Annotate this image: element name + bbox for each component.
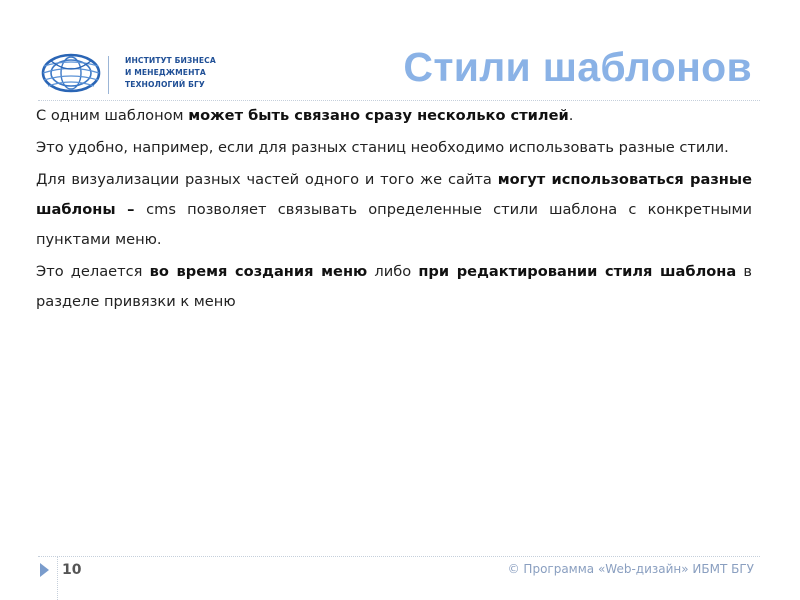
text-run: Для визуализации разных частей одного и того же сайта [36,171,498,188]
copyright-text: © Программа «Web-дизайн» ИБМТ БГУ [507,562,754,576]
logo-line: И МЕНЕДЖМЕНТА [125,68,206,77]
text-run: . [568,107,574,124]
text-run: в разделе привязки к меню [36,263,753,310]
bold-run: может быть связано сразу несколько стилей [188,107,569,124]
bold-run: во время создания меню [149,263,368,280]
slide-title: Стили шаблонов [403,44,752,90]
text-run: cms позволяет связывать определенные стили шаблона с конкретными пунктами меню. [36,201,752,248]
institute-logo [40,52,220,100]
text-run: С одним шаблоном [36,107,189,124]
slide-body [36,101,752,317]
triangle-right-icon [40,563,49,577]
logo-line: ИНСТИТУТ БИЗНЕСА [125,56,216,65]
page-number: 10 [62,562,82,578]
text-run: Это удобно, например, если для разных станиц необходимо использовать разные стили. [36,139,729,156]
footer-vertical-divider [57,557,58,600]
text-run: Это делается [36,263,150,280]
logo-separator [108,56,109,94]
paragraph [36,165,752,255]
footer-divider [38,556,760,557]
bold-run: могут использоваться разные шаблоны – [36,171,752,218]
globe-logo-icon [40,52,102,94]
paragraph [36,257,752,317]
text-run: либо [367,263,419,280]
paragraph [36,133,752,163]
logo-line: ТЕХНОЛОГИЙ БГУ [125,80,205,89]
logo-text [125,55,216,91]
paragraph [36,101,752,131]
bold-run: при редактировании стиля шаблона [418,263,737,280]
